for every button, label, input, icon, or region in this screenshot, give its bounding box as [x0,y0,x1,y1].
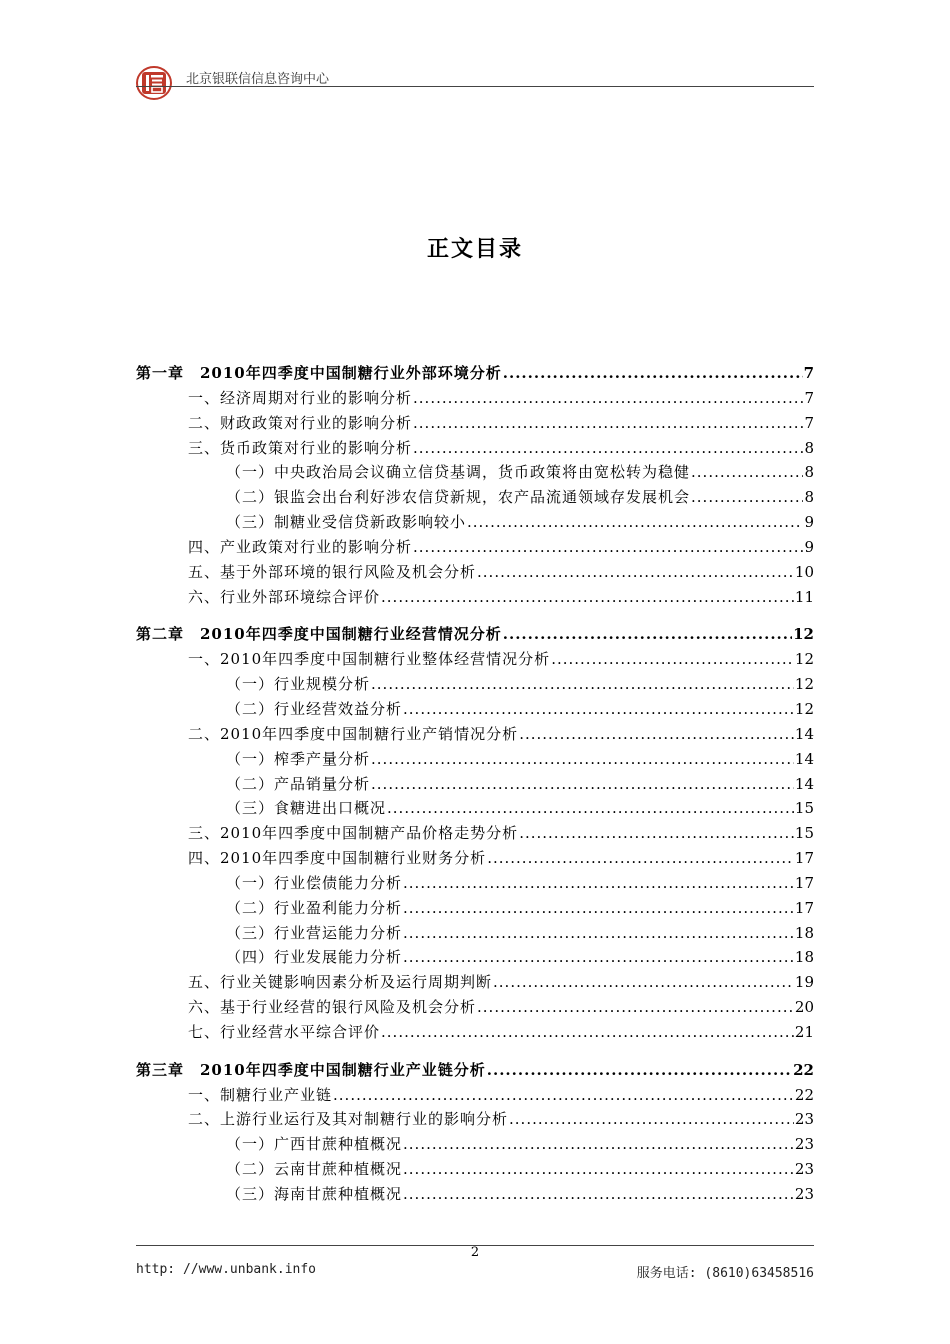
toc-entry[interactable] [136,697,814,722]
toc-entry-label: （三）制糖业受信贷新政影响较小 [226,513,467,532]
toc-entry-label: （二）银监会出台利好涉农信贷新规，农产品流通领域存发展机会 [226,488,691,507]
toc-entry-page: 23 [794,1185,814,1203]
table-of-contents [136,361,814,1207]
toc-entry-label: 一、经济周期对行业的影响分析 [188,388,413,407]
toc-entry[interactable] [136,411,814,436]
toc-entry[interactable] [136,772,814,797]
toc-entry-page: 15 [794,824,814,843]
toc-entry[interactable] [136,485,814,510]
toc-entry[interactable] [136,796,814,821]
toc-entry-page: 8 [804,438,814,457]
toc-entry-page: 19 [794,973,814,992]
toc-leader-dots [333,1083,794,1108]
toc-leader-dots [487,1058,792,1083]
toc-entry-label: 第一章 2010年四季度中国制糖行业外部环境分析 [136,364,502,382]
toc-leader-dots [387,796,794,821]
toc-entry[interactable] [136,747,814,772]
footer-website[interactable]: http: //www.unbank.info [136,1262,317,1277]
toc-entry-page: 12 [794,699,814,718]
toc-entry-label: （一）行业规模分析 [226,675,371,694]
toc-entry-label: 五、基于外部环境的银行风险及机会分析 [188,562,477,581]
toc-leader-dots [413,436,803,461]
toc-entry-page: 11 [794,587,814,606]
toc-entry-page: 18 [794,948,814,967]
toc-entry-label: 第三章 2010年四季度中国制糖行业产业链分析 [136,1060,486,1079]
toc-entry-label: 第二章 2010年四季度中国制糖行业经营情况分析 [136,625,502,644]
toc-leader-dots [413,411,803,436]
toc-entry[interactable] [136,821,814,846]
toc-entry-page: 14 [794,774,814,793]
toc-entry-page: 7 [804,413,814,432]
toc-entry-page: 21 [794,1022,814,1041]
toc-entry-label: 六、基于行业经营的银行风险及机会分析 [188,998,477,1017]
toc-entry[interactable] [136,560,814,585]
toc-leader-dots [403,697,794,722]
toc-entry[interactable] [136,921,814,946]
toc-entry-label: （二）云南甘蔗种植概况 [226,1160,403,1179]
toc-entry-page: 7 [804,388,814,407]
toc-entry-page: 18 [794,923,814,942]
toc-leader-dots [371,747,794,772]
toc-entry-label: （一）行业偿债能力分析 [226,873,403,892]
toc-leader-dots [519,821,794,846]
toc-entry[interactable] [136,995,814,1020]
toc-chapter-entry[interactable] [136,1058,814,1083]
toc-leader-dots [519,722,794,747]
toc-entry-page: 8 [804,488,814,507]
toc-entry[interactable] [136,722,814,747]
toc-leader-dots [493,970,794,995]
toc-entry-page: 17 [794,873,814,892]
toc-entry-label: （一）广西甘蔗种植概况 [226,1135,403,1154]
toc-entry-page: 20 [794,998,814,1017]
toc-entry[interactable] [136,896,814,921]
toc-entry-page: 8 [804,463,814,482]
toc-leader-dots [403,1157,794,1182]
toc-entry[interactable] [136,460,814,485]
toc-entry-page: 23 [794,1135,814,1154]
toc-entry[interactable] [136,1083,814,1108]
toc-leader-dots [503,361,803,386]
toc-entry[interactable] [136,970,814,995]
toc-entry[interactable] [136,436,814,461]
organization-name: 北京银联信信息咨询中心 [186,72,330,87]
toc-entry-label: （三）行业营运能力分析 [226,923,403,942]
toc-entry-page: 17 [794,898,814,917]
toc-entry[interactable] [136,1132,814,1157]
toc-entry-label: 二、上游行业运行及其对制糖行业的影响分析 [188,1110,509,1129]
toc-leader-dots [371,772,794,797]
toc-entry-page: 22 [794,1085,814,1104]
toc-entry-page: 12 [794,675,814,694]
toc-leader-dots [551,647,794,672]
toc-entry[interactable] [136,386,814,411]
toc-entry-label: 二、财政政策对行业的影响分析 [188,413,413,432]
toc-entry-page: 23 [794,1110,814,1129]
toc-entry-label: 二、2010年四季度中国制糖行业产销情况分析 [188,724,519,743]
toc-entry-label: （一）榨季产量分析 [226,749,371,768]
page-title: 正文目录 [426,237,523,262]
toc-leader-dots [403,1132,794,1157]
toc-leader-dots [403,921,794,946]
toc-leader-dots [403,945,794,970]
toc-entry-page: 12 [794,650,814,669]
toc-entry-page: 9 [804,537,814,556]
toc-entry-label: 七、行业经营水平综合评价 [188,1022,381,1041]
toc-leader-dots [413,386,803,411]
toc-chapter-entry[interactable] [136,361,814,386]
toc-leader-dots [487,846,794,871]
toc-leader-dots [403,1182,794,1207]
toc-entry-label: 六、行业外部环境综合评价 [188,587,381,606]
toc-chapter-entry[interactable] [136,622,814,647]
toc-entry-label: 四、2010年四季度中国制糖行业财务分析 [188,849,487,868]
toc-leader-dots [509,1107,794,1132]
toc-entry-label: （三）海南甘蔗种植概况 [226,1185,403,1203]
toc-entry-page: 9 [804,513,814,532]
toc-entry-label: （二）产品销量分析 [226,774,371,793]
toc-entry-page: 14 [794,749,814,768]
toc-entry-label: （二）行业经营效益分析 [226,699,403,718]
toc-entry-label: 一、制糖行业产业链 [188,1085,333,1104]
footer-phone: 服务电话: (8610)63458516 [636,1266,814,1281]
toc-entry[interactable] [136,672,814,697]
toc-entry-label: 五、行业关键影响因素分析及运行周期判断 [188,973,493,992]
toc-entry-page: 15 [794,799,814,818]
toc-entry-page: 17 [794,849,814,868]
toc-entry-page: 12 [793,625,814,644]
toc-leader-dots [403,871,794,896]
seal-logo-icon [136,66,172,100]
toc-entry[interactable] [136,1157,814,1182]
toc-entry[interactable] [136,871,814,896]
toc-leader-dots [477,560,794,585]
toc-entry-label: （一）中央政治局会议确立信贷基调，货币政策将由宽松转为稳健 [226,463,691,482]
toc-leader-dots [477,995,794,1020]
toc-leader-dots [691,485,803,510]
toc-entry-page: 23 [794,1160,814,1179]
toc-leader-dots [381,585,794,610]
toc-entry[interactable] [136,510,814,535]
toc-entry-label: 三、货币政策对行业的影响分析 [188,438,413,457]
toc-entry[interactable] [136,1020,814,1045]
page-number: 2 [470,1245,480,1260]
toc-entry[interactable] [136,1182,814,1207]
toc-leader-dots [381,1020,794,1045]
toc-entry[interactable] [136,945,814,970]
toc-leader-dots [503,622,792,647]
toc-entry-page: 7 [803,364,814,382]
toc-entry-page: 14 [794,724,814,743]
toc-leader-dots [371,672,794,697]
toc-entry-label: 四、产业政策对行业的影响分析 [188,537,413,556]
toc-entry-page: 10 [794,562,814,581]
toc-entry[interactable] [136,535,814,560]
toc-entry-label: （二）行业盈利能力分析 [226,898,403,917]
toc-leader-dots [691,460,803,485]
page-header [136,62,814,92]
toc-entry-label: （四）行业发展能力分析 [226,948,403,967]
toc-leader-dots [403,896,794,921]
toc-entry-label: 一、2010年四季度中国制糖行业整体经营情况分析 [188,650,551,669]
toc-entry-page: 22 [793,1060,814,1079]
header-divider [136,86,814,87]
toc-entry[interactable] [136,647,814,672]
toc-entry[interactable] [136,846,814,871]
toc-entry[interactable] [136,1107,814,1132]
toc-entry-label: 三、2010年四季度中国制糖产品价格走势分析 [188,824,519,843]
toc-leader-dots [467,510,803,535]
toc-entry[interactable] [136,585,814,610]
toc-entry-label: （三）食糖进出口概况 [226,799,387,818]
toc-leader-dots [413,535,803,560]
